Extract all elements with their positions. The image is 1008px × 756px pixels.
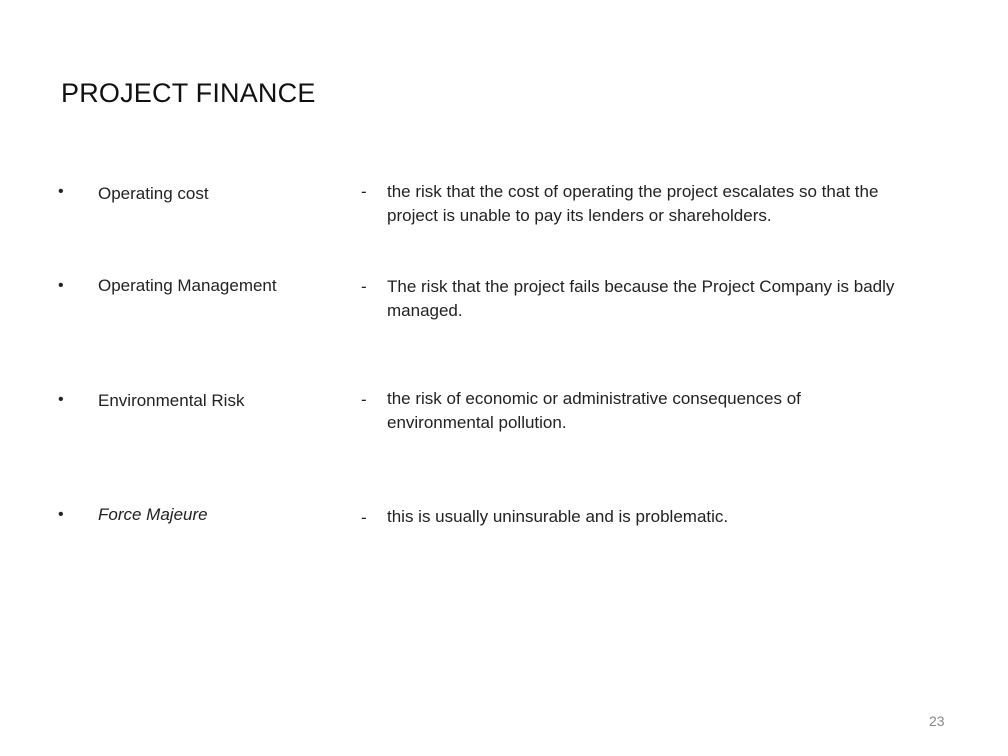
risk-description: the risk of economic or administrative consequences of environmental pollution. — [387, 389, 801, 432]
risk-term: Operating cost — [98, 184, 209, 203]
risk-description: The risk that the project fails because the Project Company is badly managed. — [387, 277, 895, 320]
dash-marker: - — [361, 277, 367, 296]
dash-marker: - — [361, 508, 367, 527]
dash-marker: - — [361, 390, 367, 409]
risk-term: Force Majeure — [98, 505, 208, 524]
bullet-marker: • — [58, 183, 64, 200]
bullet-marker: • — [58, 391, 64, 408]
bullet-marker: • — [58, 506, 64, 523]
bullet-marker: • — [58, 277, 64, 294]
dash-marker: - — [361, 182, 367, 201]
slide-title: PROJECT FINANCE — [61, 78, 316, 108]
risk-term: Environmental Risk — [98, 391, 245, 410]
risk-description: this is usually uninsurable and is problematic. — [387, 507, 729, 526]
risk-description: the risk that the cost of operating the project escalates so that the project is unable to pay its lenders or shareholders. — [387, 182, 879, 225]
page-number: 23 — [929, 713, 945, 729]
risk-term: Operating Management — [98, 276, 277, 295]
